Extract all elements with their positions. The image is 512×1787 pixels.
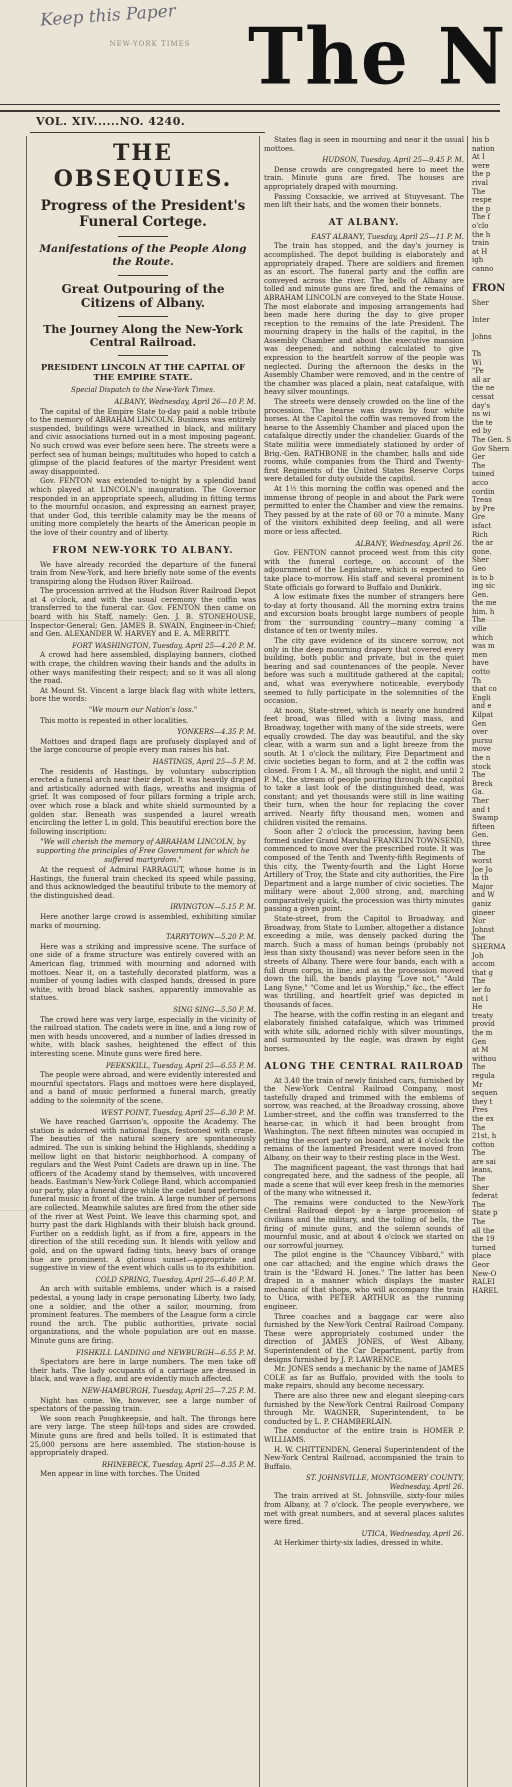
paragraph: H. W. CHITTENDEN, General Superintendent of the New-York Central Railroad, accompanied the train to Buffalo. (264, 1444, 464, 1471)
paragraph: At Herkimer thirty-six ladies, dressed in white. (274, 1538, 443, 1548)
text-fragment: day's (472, 401, 491, 410)
section-heading: FROM NEW-YORK TO ALBANY. (52, 545, 234, 556)
text-fragment: The f (472, 213, 491, 222)
paragraph: Mottoes and draped flags are profusely displayed and of the large concourse of people every man raises his hat. (30, 736, 256, 755)
paragraph: Here was a striking and impressive scene. The surface of one side of a frame structure was entirely covered with an American flag, trimmed with mourning and adorned with mottoes. Near it, on a tastefully decorated platform, was a number of young ladies with clasped hands, dressed in pure white, with broad black sashes, apparently immovable as statues. (30, 941, 256, 1003)
text-fragment: and t (472, 805, 491, 814)
dateline: COLD SPRING, Tuesday, April 25—6.40 P. M. (95, 1275, 256, 1284)
paragraph: We soon reach Poughkeepsie, and halt. The throngs here are very large. The steep hill-tops and sides are crowded. Minute guns are fired and bells tolled. It is estimated that 25,000 persons are here assembled. The station-house is appropriately draped. (30, 1413, 256, 1458)
column-3-cropped (472, 136, 512, 1787)
text-fragment: Geo (472, 564, 486, 573)
text-fragment: and e (472, 702, 492, 711)
dateline: FISHKILL LANDING and NEWBURGH—6.55 P. M. (76, 1348, 256, 1357)
paragraph: A low estimate fixes the number of strangers here to-day at forty thousand. All the morning extra trains and excursion boats brought large numbers of people from the surrounding country—many coming a distance of ten or twenty miles. (264, 592, 464, 636)
dateline: PEEKSKILL, Tuesday, April 25—6.55 P. M. (105, 1061, 256, 1070)
dateline: YONKERS—4.35 P. M. (177, 728, 256, 737)
text-fragment: the te (472, 418, 493, 427)
paragraph: The people were abroad, and were evidently interested and mournful spectators. Flags and mottoes were here displayed, and a band of music performed a funeral march, greatly adding to the solemnity of the scene. (30, 1070, 256, 1105)
text-fragment: The (472, 1218, 486, 1227)
paragraph: A crowd had here assembled, displaying banners, clothed with crape, the children waving their hands and the adults in other ways manifesting their respect; and so it was all along the road. (30, 650, 256, 686)
paragraph: Soon after 2 o'clock the procession, having been formed under Grand Marshal FRANKLIN TOWNSEND, commenced to move over the prescribed route. It was composed of the Tenth and Twenty-fifth Regiments of this city, the Twenty-fourth and the Light Horse Artillery of Troy, the State and city authorities, the Fire Department and a large number of civic societies. The military were about 2,000 strong, and, marching comparatively quick, the procession was thirty minutes passing a given point. (264, 827, 464, 914)
text-fragment: the p (472, 204, 491, 213)
dateline: IRVINGTON—5.15 P. M. (170, 903, 256, 912)
section-heading: FRON (472, 282, 506, 294)
text-fragment: Th (472, 350, 482, 359)
text-fragment: is to b (472, 573, 494, 582)
text-fragment: Gre (472, 513, 486, 522)
paragraph: The city gave evidence of its sincere sorrow, not only in the deep mourning drapery that covered every building, both public and private, but in the quiet bearing and sad countenances of the people. Never before was such a multitude gathered at the capital; and, what was everywhere noticeable, everybody seemed to fully participate in the solemnities of the occasion. (264, 636, 464, 706)
text-fragment: leans, (472, 1166, 493, 1175)
text-fragment: The (472, 1063, 486, 1072)
text-fragment: Engli (472, 693, 491, 702)
dateline: SING SING—5.50 P. M. (173, 1006, 256, 1014)
text-fragment: gineer (472, 908, 495, 917)
text-fragment: move (472, 745, 491, 754)
text-fragment: cotto (472, 668, 490, 677)
text-fragment: have (472, 659, 489, 668)
motto: "We will cherish the memory of ABRAHAM LINCOLN, by supporting the principles of Free Government for which he suffered martyrdom." (36, 837, 250, 864)
text-fragment: Swamp (472, 814, 499, 823)
dateline: TARRYTOWN—5.20 P. M. (166, 933, 256, 942)
text-fragment: Treas (472, 496, 492, 505)
column-rule-1 (259, 136, 260, 1787)
dateline: ALBANY, Wednesday, April 26—10 P. M. (114, 398, 256, 406)
paragraph: The residents of Hastings, by voluntary subscription erected a funeral arch near their depot. It was heavily draped and artistically adorned with flags, wreaths and insignia of grief. It was composed of four pillars forming a triple arch, over which rose a black and white shield surmounted by a golden star. Beneath was suspended a laurel wreath encircling the letter L in gold. This beautiful erection bore the following inscription: (30, 766, 256, 836)
paragraph: At 1½ this morning the coffin was opened and the immense throng of people in and about the Park were permitted to enter the Chamber and view the remains. They passed by at the rate of 60 or 70 a minute. Many of the visitors exhibited deep feeling, and all were more or less affected. (264, 483, 464, 536)
text-fragment: federat (472, 1192, 498, 1201)
text-fragment: pursu (472, 736, 493, 745)
text-fragment: Ga. (472, 788, 484, 797)
text-fragment: Inter (472, 315, 490, 324)
paragraph: The conductor of the entire train is HOMER P. WILLIAMS. (264, 1426, 464, 1444)
text-fragment: Th (472, 676, 482, 685)
text-fragment: all ar (472, 375, 491, 384)
text-fragment: Joe Jo (472, 865, 493, 874)
paper-fold (0, 620, 500, 621)
text-fragment: State p (472, 1209, 498, 1218)
dateline: HASTINGS, April 25—5 P. M. (152, 757, 256, 766)
divider (118, 316, 168, 317)
text-fragment: The (472, 977, 486, 986)
paragraph: States flag is seen in mourning and near it the usual mottoes. (264, 135, 464, 153)
text-fragment: Wi (472, 358, 482, 367)
text-fragment: provid (472, 1020, 495, 1029)
dateline: ALBANY, Wednesday, April 26. (355, 539, 464, 548)
text-fragment: at H (472, 247, 488, 256)
text-fragment: treaty (472, 1011, 494, 1020)
text-fragment: that co (472, 685, 497, 694)
paragraph: The train arrived at St. Johnsville, sixty-four miles from Albany, at 7 o'clock. The people everywhere, we met with great numbers, and at several places salutes were fired. (264, 1491, 464, 1527)
text-fragment: by Pre (472, 504, 495, 513)
masthead-ghost-text: NEW-YORK TIMES (109, 40, 191, 48)
column-1 (30, 136, 256, 1787)
paragraph: The train has stopped, and the day's journey is accomplished. The depot building is elaborately and appropriately draped. There are soldiers and firemen as an escort. The funeral party and the coffin are conveyed across the river. The bells of Albany are tolled and minute guns are fired, and the remains of ABRAHAM LINCOLN are conveyed to the State House. The most elaborate and imposing arrangements had been made here during the day to give proper reception to the remains of the late President. The mourning drapery in the halls of the capitol, in the Assembly Chamber and about the executive mansion was deepened; and nothing calculated to give expression to the heartfelt sorrow of the people was neglected. During the afternoon the desks in the Assembly Chamber were removed, and in the centre of the chamber was placed a plain, neat catafalque, with heavy silver mountings. (264, 241, 464, 397)
volume-number: VOL. XIV......NO. 4240. (36, 115, 186, 128)
text-fragment: accom (472, 960, 495, 969)
text-fragment: The (472, 1149, 486, 1158)
text-fragment: sequen (472, 1089, 498, 1098)
text-fragment: ville (472, 625, 487, 634)
paragraph: At 3.40 the train of newly finished cars, furnished by the New-York Central Railroad Company, most tastefully draped and trimmed with the emblems of sorrow, was reached, at the Broadway crossing, above Lumber-street, and the coffin was transferred to the hearse-car, in which it had been brought from Washington. The next fifteen minutes was occupied in getting the escort party on board, and at 4 o'clock the remains of the lamented President were moved from Albany, on their way to their resting place in the West. (264, 1075, 464, 1162)
text-fragment: the 19 (472, 1235, 495, 1244)
main-headline: THE OBSEQUIES. (53, 140, 233, 192)
text-fragment: The (472, 1200, 486, 1209)
text-fragment: respe (472, 196, 492, 205)
text-fragment: tained (472, 470, 495, 479)
text-fragment: not l (472, 994, 488, 1003)
text-fragment: nation (472, 144, 495, 153)
text-fragment: the n (472, 753, 491, 762)
text-fragment: are sai (472, 1157, 496, 1166)
text-fragment: o'clo (472, 221, 489, 230)
text-fragment: Kilpat (472, 711, 494, 719)
text-fragment: Sher (472, 1183, 489, 1192)
text-fragment: turned (472, 1243, 496, 1252)
deck-headline-3: Great Outpouring of the Citizens of Albany. (61, 282, 225, 310)
text-fragment: The (472, 616, 486, 625)
text-fragment: The Gen. S (472, 436, 512, 444)
paragraph: We have already recorded the departure of the funeral train from New-York, and here briefly note some of the events transpiring along the Hudson River Railroad. (30, 559, 256, 586)
paragraph: We have reached Garrison's, opposite the Academy. The station is adorned with national flags, festooned with crape. The beauties of the natural scenery are spontaneously admired. The sun is sinking behind the Highlands, shedding a mellow light on that historic neighborhood. A company of regulars and the West Point Cadets are drawn up in line. The officers of the Academy stand by themselves, with uncovered heads. Eastman's New-York College Band, which accompanied our party, play a funeral dirge while the cadet band performed funeral music in front of the train. A large number of persons are collected. Meanwhile salutes are fired from the other side of the river at West Point. We leave this charming spot, and hurry past the dark Highlands with their bluish back ground. Further on a reddish light, as if from a fire, appears in the direction of the still receding sun. It blends with yellow and gold, and on the upward fading tints, heavy bars of orange hue are prominent. A glorious sunset—appropriate and suggestive in view of the event which calls us to its exhibition. (30, 1117, 256, 1273)
text-fragment: He (472, 1003, 483, 1012)
text-fragment: regula (472, 1071, 495, 1080)
paragraph: At the request of Admiral FARRAGUT, whose home is in Hastings, the funeral train checked its speed while passing, and thus acknowledged the beautiful tribute to the memory of the distinguished dead. (30, 865, 256, 900)
text-fragment: ns wi (472, 410, 491, 419)
text-fragment: Rich (472, 530, 488, 539)
paper-fold (0, 1210, 500, 1211)
text-fragment: train (472, 239, 490, 248)
text-fragment: Gen. (472, 831, 489, 840)
text-fragment: Johnst (472, 925, 495, 934)
section-heading: ALONG THE CENTRAL RAILROAD (264, 1061, 464, 1072)
paragraph: Dense crowds are congregated here to meet the train. Minute guns are fired. The houses are appropriately draped with mourning. (264, 164, 464, 191)
text-fragment: Gen. (472, 590, 489, 599)
text-fragment: acco (472, 478, 489, 487)
text-fragment: Mr (472, 1080, 483, 1089)
deck-headline-4: The Journey Along the New-York Central Railroad. (43, 323, 243, 349)
paragraph: At Mount St. Vincent a large black flag with white letters, bore the words: (30, 685, 256, 704)
text-fragment: Breck (472, 779, 493, 788)
dispatch-credit: Special Dispatch to the New-York Times. (70, 386, 216, 394)
text-fragment: were (472, 161, 490, 170)
text-fragment: stock (472, 762, 491, 771)
text-fragment: ler fo (472, 986, 491, 994)
text-fragment: cotton (472, 1140, 495, 1149)
text-fragment: the m (472, 1028, 493, 1037)
text-fragment: Joh (472, 951, 484, 960)
column-2 (264, 136, 464, 1787)
text-fragment: At I (472, 153, 485, 162)
volume-bar (30, 112, 265, 133)
text-fragment: Nor (472, 917, 486, 926)
text-fragment: Ther (472, 796, 489, 805)
text-fragment: Geor (472, 1261, 490, 1269)
paragraph: The remains were conducted to the New-York Central Railroad depot by a large procession of civilians and the military, and the tolling of bells, the firing of minute guns, and the solemn sounds of mournful music, and at about 4 o'clock we started on our sorrowful journey. (264, 1197, 464, 1250)
text-fragment: and W (472, 891, 495, 900)
text-fragment: Sher (472, 298, 489, 307)
text-fragment: the p (472, 170, 491, 179)
text-fragment: RALEI (472, 1278, 495, 1287)
text-fragment: at M (472, 1046, 489, 1055)
paragraph: The procession arrived at the Hudson River Railroad Depot at 4 o'clock, and with the usual ceremony the coffin was transferred to the funeral car. Gov. FENTON then came on board with his Staff, namely: Gen. J. B. STONEHOUSE, Inspector-General; Gen. JAMES B. SWAIN, Engineer-in-Chief; and Gen. ALEXANDER W. HARVEY and E. A. MERRITT. (30, 586, 256, 639)
text-fragment: him, h (472, 607, 495, 616)
text-fragment: the ar (472, 539, 494, 548)
text-fragment: Gen (472, 719, 487, 728)
masthead-rule (0, 104, 500, 105)
text-fragment: the h (472, 230, 491, 239)
text-fragment: isfact (472, 521, 492, 530)
divider (118, 236, 168, 237)
handwritten-note: Keep this Paper (39, 1, 177, 31)
text-fragment: all the (472, 1226, 495, 1235)
paragraph: The streets were densely crowded on the line of the procession. The hearse was drawn by four white horses. At the Capitol the coffin was removed from the hearse to the Assembly Chamber and placed upon the catafalque directly under the chandelier. Guards of the State militia were immediately stationed by order of Brig.-Gen. RATHBONE in the chamber, halls and side rooms, while companies from the Third and Twenty-first Regiments of the United States Reserve Corps were detailed for duty outside the capitol. (264, 397, 464, 484)
divider (118, 275, 168, 276)
paragraph: Three coaches and a baggage car were also furnished by the New-York Central Railroad Company. These were appropriately costumed under the direction of JAMES JONES, of West Albany, Superintendent of the Car Department, partly from designs furnished by J. P. LAWRENCE. (264, 1311, 464, 1364)
paragraph: The pilot engine is the "Chauncey Vibbard," with one car attached; and the engine which draws the train is the "Edward H. Jones." The latter has been draped in a manner which displays the master mechanic of that shops, who will accompany the train to Utica, with PETER ARTHUR as the running engineer. (264, 1250, 464, 1311)
paragraph: The crowd here was very large, especially in the vicinity of the railroad station. The cadets were in line, and a long row of men with heads uncovered, and a number of ladies dressed in white, with black sashes, heightened the effect of this interesting scene. Minute guns were fired here. (30, 1014, 256, 1058)
text-fragment: withou (472, 1054, 497, 1063)
text-fragment: The (472, 934, 486, 943)
dateline: HUDSON, Tuesday, April 25—9.45 P. M. (322, 156, 464, 165)
paragraph: Men appear in line with torches. The United (40, 1469, 200, 1479)
text-fragment: "Pe (472, 367, 484, 376)
text-fragment: ganiz (472, 900, 492, 909)
paragraph: Gov. FENTON cannot proceed west from this city with the funeral cortege, on account of the adjournment of the Legislature, which is expected to take place to-morrow. His staff and several prominent State officials go forward to Buffalo and Dunkirk. (264, 548, 464, 592)
paragraph: Spectators are here in large numbers. The men take off their hats. The lady occupants of a carriage are dressed in black, and wave a flag, and are evidently much affected. (30, 1357, 256, 1384)
text-fragment: which (472, 633, 494, 642)
paragraph: The capital of the Empire State to-day paid a noble tribute to the memory of ABRAHAM LINCOLN. Business was entirely suspended, buildings were wreathed in black, and military and civic associations turned out in a most imposing pageant. No such crowd was ever before seen here. The streets were a perfect sea of human beings; multitudes who hoped to catch a glimpse of the placid features of the martyr President went away disappointed. (30, 406, 256, 476)
text-fragment: ing sic (472, 582, 496, 591)
text-fragment: Pres (472, 1106, 488, 1115)
column-rule-left (26, 136, 27, 1787)
text-fragment (472, 341, 512, 350)
text-fragment: Ger (472, 453, 486, 462)
text-fragment: The (472, 461, 486, 470)
paragraph: This motto is repeated in other localities. (40, 715, 189, 725)
text-fragment: men (472, 650, 488, 659)
section-heading: AT ALBANY. (328, 217, 400, 228)
divider (118, 355, 168, 356)
text-fragment: HAREL (472, 1286, 499, 1295)
motto: "We mourn our Nation's loss." (88, 705, 198, 714)
paragraph: An arch with suitable emblems, under which is a raised pedestal, a young lady in crape personating Liberty, two lady, one a soldier, and the other a sailor, mourning, from prominent features. The members of the League form a circle round the arch. The public authorities, private social organizations, and the whole population are out en masse. Minute guns are firing. (30, 1284, 256, 1345)
dateline: UTICA, Wednesday, April 26. (361, 1529, 464, 1538)
masthead (0, 0, 508, 112)
text-fragment: gone, (472, 547, 492, 556)
text-fragment: his b (472, 136, 490, 144)
text-fragment: The (472, 187, 486, 196)
paragraph: The hearse, with the coffin resting in an elegant and elaborately finished catafalque, which was trimmed with white silk, adorned richly with silver mountings, and surmounted by the eagle, was drawn by eight horses. (264, 1009, 464, 1053)
text-fragment: The (472, 848, 486, 857)
paragraph: Mr. JONES sends a mechanic by the name of JAMES COLE as far as Buffalo, provided with the tools to make repairs, should any become necessary. (264, 1364, 464, 1391)
text-fragment: the ex (472, 1114, 494, 1123)
text-fragment: was m (472, 642, 495, 651)
dateline: WEST POINT, Tuesday, April 25—6.30 P. M. (101, 1108, 256, 1117)
text-fragment: The (472, 1175, 486, 1184)
text-fragment: Sher (472, 556, 489, 565)
dateline: FORT WASHINGTON, Tuesday, April 25—4.20 P. M. (72, 641, 256, 650)
text-fragment: ed by (472, 427, 492, 436)
text-fragment: In th (472, 874, 489, 883)
text-fragment: New-O (472, 1269, 497, 1278)
text-fragment: place (472, 1252, 491, 1261)
dateline: NEW-HAMBURGH, Tuesday, April 25—7.25 P. M. (81, 1386, 256, 1395)
dateline: RHINEBECK, Tuesday, April 25—8.35 P. M. (101, 1460, 256, 1469)
text-fragment (472, 324, 512, 333)
text-fragment: cessat (472, 393, 495, 402)
deck-headline-1: Progress of the President's Funeral Cortege. (40, 198, 246, 230)
text-fragment: over (472, 728, 488, 737)
text-fragment: that g (472, 968, 494, 977)
deck-headline-2: Manifestations of the People Along the Route. (39, 243, 247, 268)
text-fragment: Major (472, 882, 494, 891)
paragraph: State-street, from the Capitol to Broadway, and Broadway, from State to Lumber, altogether a distance exceeding a mile, was densely packed during the march. Such a mass of human beings (probably not less than sixty thousand) was never before seen in the streets of Albany. There were four bands, each with a full drum corps, in line; and as the procession moved down the hill, the bands playing "Love not," "Auld Lang Syne," "Come and let us Worship," &c., the effect was thrilling, and heartfelt grief was depicted in thousands of faces. (264, 914, 464, 1009)
text-fragment: igh (472, 256, 484, 265)
paragraph: The magnificent pageant, the vast throngs that had congregated here, and the sadness of the people, all made a scene that will ever keep fresh in the memories of the many who witnessed it. (264, 1162, 464, 1198)
text-fragment: they t (472, 1097, 493, 1106)
paragraph: At noon, State-street, which is nearly one hundred feet broad, was filled with a living mass, and Broadway, together with many of the side streets, were equally crowded. The day was beautiful, and the sky clear, with a warm sun and a light breeze from the south. At 1 o'clock the military, Fire Department and civic societies began to form, and at 2 the coffin was closed. From 1 A. M., all through the night, and until 2 P. M., the stream of people pouring through the capitol to take a last look of the distinguished dead, was constant; and yet thousands were still in line waiting their turn, when the hour for replacing the cover arrived. Nearly fifty thousand men, women and children visited the remains. (264, 705, 464, 827)
paragraph: There are also three new and elegant sleeping-cars furnished by the New-York Central Railroad Company through Mr. WAGNER, Superintendent, to be conducted by L. P. CHAMBERLAIN. (264, 1390, 464, 1426)
text-fragment: worst (472, 857, 492, 866)
text-fragment: fifteen (472, 822, 495, 831)
text-fragment: the me (472, 599, 497, 608)
text-fragment: The (472, 1123, 486, 1132)
text-fragment: 21st, h (472, 1132, 497, 1141)
text-fragment: three (472, 839, 491, 848)
text-fragment: Gov Shern (472, 444, 510, 453)
text-fragment: The (472, 771, 486, 780)
text-fragment: Johns (472, 332, 492, 341)
text-fragment: cordin (472, 487, 495, 496)
paragraph: Night has come. We, however, see a large number of spectators of the passing train. (30, 1395, 256, 1414)
text-fragment: canno (472, 264, 494, 273)
paragraph: Here another large crowd is assembled, exhibiting similar marks of mourning. (30, 912, 256, 930)
text-fragment: the ne (472, 384, 495, 393)
section-heading: PRESIDENT LINCOLN AT THE CAPITAL OF THE EMPIRE STATE. (40, 362, 246, 382)
dateline: ST. JOHNSVILLE, MONTGOMERY COUNTY, Wednesday, April 26. (305, 1474, 464, 1491)
paragraph: Passing Coxsackie, we arrived at Stuyvesant. The men lift their hats, and the women their bonnets. (264, 191, 464, 210)
text-fragment: rival (472, 178, 488, 187)
text-fragment: SHERMA (472, 943, 506, 952)
text-fragment (472, 307, 512, 316)
newspaper-nameplate: The N (248, 11, 508, 103)
column-rule-2 (467, 136, 468, 1787)
text-fragment: Gen (472, 1037, 487, 1046)
paragraph: Gov. FENTON was extended to-night by a splendid band which played at LINCOLN's inauguration. The Governor responded in an appropriate speech, alluding in fitting terms to the mournful occasion, and expressing an earnest prayer, that under God, this terrible calamity may be the means of uniting more completely the hearts of the American people in the love of their country and of liberty. (30, 476, 256, 537)
dateline: EAST ALBANY, Tuesday, April 25—11 P. M. (311, 232, 464, 241)
